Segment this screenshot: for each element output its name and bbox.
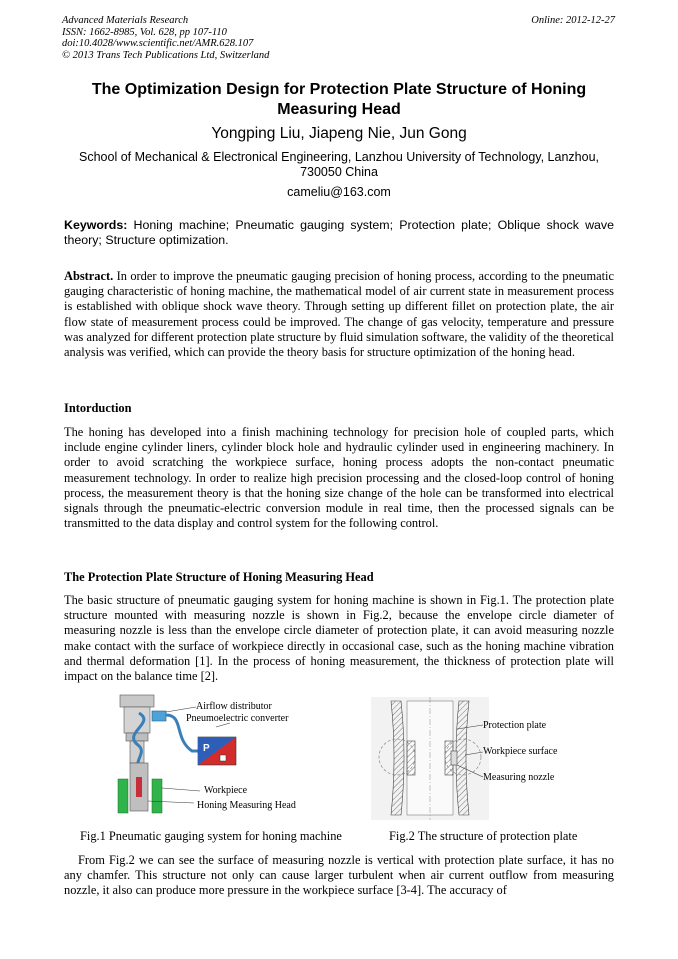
keywords-text: Honing machine; Pneumatic gauging system; Protection plate; Oblique shock wave theory; Structure optimization. [64, 218, 614, 248]
figure-1-caption: Fig.1 Pneumatic gauging system for honing machine [80, 829, 342, 843]
keywords-label: Keywords: [64, 218, 128, 232]
label-honing-measuring-head: Honing Measuring Head [197, 800, 296, 811]
spindle-collar [126, 733, 148, 741]
label-measuring-nozzle: Measuring nozzle [483, 772, 555, 783]
converter-p-letter: P [203, 743, 210, 754]
keywords-block [64, 218, 614, 248]
workpiece-right [152, 779, 162, 813]
abstract-label: Abstract. [64, 269, 114, 283]
running-header [62, 15, 269, 61]
pneumoelectric-converter-box [198, 737, 236, 765]
contact-email[interactable]: cameliu@163.com [287, 185, 391, 199]
abstract-block [64, 269, 614, 360]
spindle-top [120, 695, 154, 707]
measuring-core [136, 777, 142, 797]
figure-discussion-paragraph: From Fig.2 we can see the surface of measuring nozzle is vertical with protection plate surface, it has no any chamfer. This structure not only can cause larger turbulent when air current outflow from measuring nozzle, it also can produce more pressure in the workpiece surface [3-4]. The accuracy of [64, 853, 614, 898]
paper-title: The Optimization Design for Protection Plate Structure of Honing Measuring Head [91, 81, 587, 118]
workpiece-wall-left [391, 701, 404, 815]
figure-2 [371, 697, 489, 820]
label-workpiece: Workpiece [204, 785, 248, 796]
doi-line: doi:10.4028/www.scientific.net/AMR.628.107 [62, 38, 254, 49]
leader-surface [465, 752, 483, 755]
measuring-nozzle [451, 751, 457, 765]
online-date: Online: 2012-12-27 [531, 15, 615, 26]
affiliation: School of Mechanical & Electronical Engineering, Lanzhou University of Technology, Lanzhou, 730050 China [79, 150, 599, 179]
abstract-text: In order to improve the pneumatic gauging precision of honing process, according to the pneumatic gauging characteristic of honing machine, the mathematical model of air current state in measurement process is established with oblique shock wave theory. Through setting up different fillet on protection plate, the air flow state of measurement process could be improved. The change of gas velocity, temperature and pressure was analyzed for different protection plate structure by fluid simulation software, the validity of the theoretical analysis was verified, which can provide the theory basis for structure optimization of the honing head. [64, 269, 614, 360]
intro-paragraph: The honing has developed into a finish machining technology for precision hole of coupled parts, which include engine cylinder liners, cylinder block hole and hydraulic cylinder used in engineering machinery. In order to avoid scratching the workpiece surface, honing process adopts the non-contact pneumatic measurement technology. In order to realize high precision processing and the closed-loop control of honing process, the measurement theory is that the honing size change of the hole can be transformed into electrical signals through the pneumatic-electric conversion module in real time, then the processed signals can be transmitted to the data display and control system for the following control. [64, 425, 614, 531]
intro-heading: Intorduction [64, 401, 132, 415]
issn-line: ISSN: 1662-8985, Vol. 628, pp 107-110 [62, 26, 227, 38]
figure-2-caption: Fig.2 The structure of protection plate [389, 829, 578, 843]
airflow-distributor-block [152, 711, 166, 721]
label-pneumoelectric-converter: Pneumoelectric converter [186, 713, 289, 724]
leader-airflow [166, 707, 196, 712]
journal-name: Advanced Materials Research [62, 15, 189, 26]
copyright-line: © 2013 Trans Tech Publications Ltd, Switzerland [62, 49, 270, 61]
plate-paragraph: The basic structure of pneumatic gauging system for honing machine is shown in Fig.1. The protection plate structure mounted with measuring nozzle is shown in Fig.2, because the envelope circle diameter of measuring nozzle is less than the envelope circle diameter of protection plate, it can avoid measuring nozzle make contact with the surface of workpiece directly in occasional case, such as the honing machine vibration and thermal deformation [1]. In the process of honing measurement, the thickness of protection plate will impact on the balance time [2]. [64, 593, 614, 684]
workpiece-wall-right [456, 701, 469, 815]
figure-1 [112, 693, 312, 821]
label-workpiece-surface: Workpiece surface [483, 746, 558, 757]
workpiece-left [118, 779, 128, 813]
leader-workpiece [162, 788, 200, 791]
label-airflow-distributor: Airflow distributor [196, 701, 272, 712]
label-protection-plate: Protection plate [483, 720, 547, 731]
author-list: Yongping Liu, Jiapeng Nie, Jun Gong [211, 125, 467, 142]
plate-heading: The Protection Plate Structure of Honing Measuring Head [64, 570, 374, 584]
protection-plate-diagram [371, 697, 489, 820]
converter-indicator [220, 755, 226, 761]
